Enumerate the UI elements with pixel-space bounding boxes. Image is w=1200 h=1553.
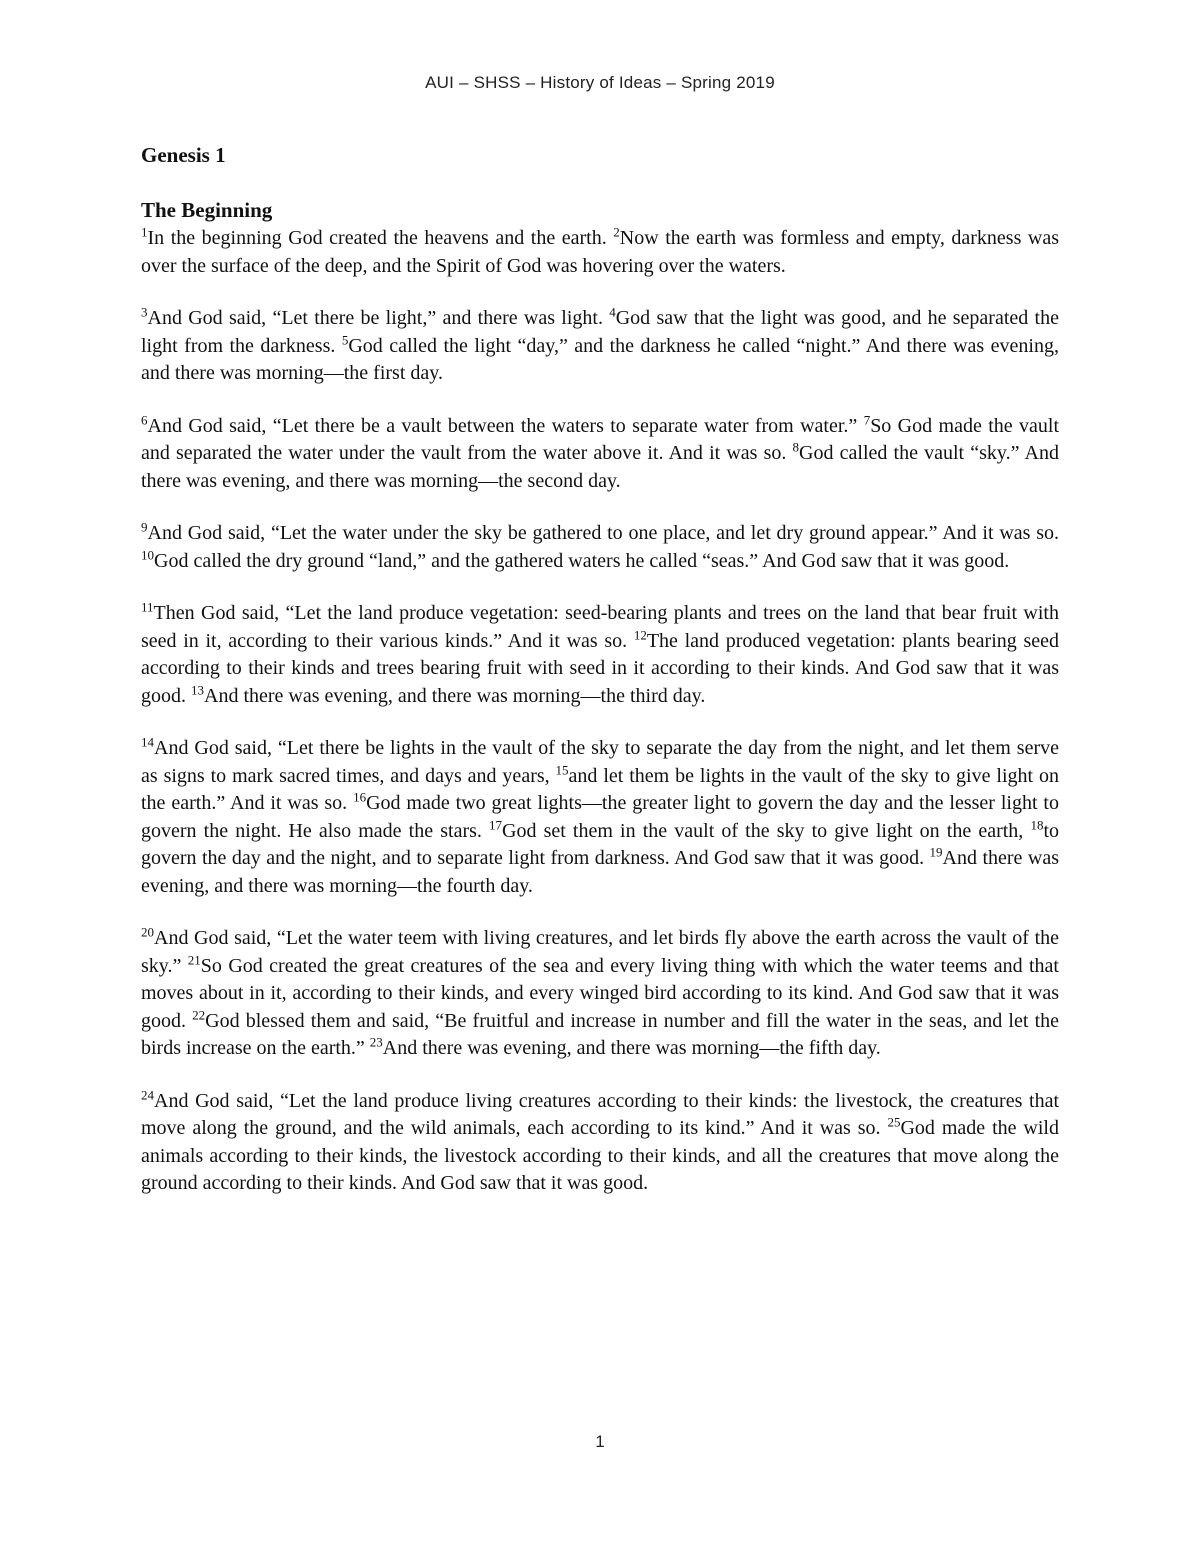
verse-number: 6 xyxy=(141,411,148,427)
verse-text: And God said, “Let there be light,” and there was light. xyxy=(147,307,610,329)
verse-paragraph xyxy=(141,413,1059,496)
verse-text: And there was evening, and there was morning—the third day. xyxy=(204,684,706,707)
verse-text: God called the dry ground “land,” and the gathered waters he called “seas.” And God saw that it was good. xyxy=(154,549,1010,572)
verse-number: 24 xyxy=(141,1086,154,1102)
verse-number: 3 xyxy=(141,304,148,320)
verse-number: 4 xyxy=(609,304,616,320)
verse-number: 19 xyxy=(929,844,943,860)
verse-paragraph xyxy=(141,520,1059,575)
verse-number: 15 xyxy=(555,761,569,777)
verse-number: 16 xyxy=(353,789,367,805)
verse-text: God called the vault “sky.” And there was evening, and there was morning—the second day. xyxy=(141,442,1059,492)
verse-text: In the beginning God created the heavens and the earth. xyxy=(147,227,614,249)
verse-paragraph xyxy=(141,925,1059,1063)
verse-number: 22 xyxy=(192,1006,206,1022)
verse-text: And there was evening, and there was morning—the fifth day. xyxy=(382,1037,881,1059)
verse-number: 10 xyxy=(141,546,154,562)
verse-text: And God said, “Let there be a vault between the waters to separate water from water.” xyxy=(147,414,864,437)
verse-paragraph xyxy=(141,225,1059,280)
verse-number: 12 xyxy=(633,626,647,642)
verse-number: 11 xyxy=(141,599,154,615)
verse-number: 23 xyxy=(369,1034,383,1050)
verse-text: And God said, “Let there be lights in the vault of the sky to separate the day from the night, and let them serve as signs to mark sacred times, and days and years, xyxy=(141,737,1059,787)
verse-number: 9 xyxy=(141,519,148,535)
page-header: AUI – SHSS – History of Ideas – Spring 2019 xyxy=(425,73,775,92)
verse-text: So God made the vault and separated the water under the vault from the water above it. And it was so. xyxy=(141,414,1059,464)
verse-text: God set them in the vault of the sky to give light on the earth, xyxy=(502,819,1031,842)
verse-number: 20 xyxy=(141,924,154,940)
verse-number: 13 xyxy=(191,681,204,697)
verse-number: 8 xyxy=(792,439,800,455)
document-title: Genesis 1 xyxy=(141,143,226,167)
verse-text: And God said, “Let the water teem with living creatures, and let birds fly above the earth across the vault of the sky.” xyxy=(141,927,1059,977)
verse-text: Then God said, “Let the land produce vegetation: seed-bearing plants and trees on the land that bear fruit with seed in it, according to their various kinds.” And it was so. xyxy=(141,602,1059,652)
verse-text: God made the wild animals according to their kinds, the livestock according to their kinds, and all the creatures that move along the ground according to their kinds. And God saw that it was good. xyxy=(141,1117,1059,1194)
verse-number: 14 xyxy=(141,734,154,750)
verse-number: 5 xyxy=(341,331,349,347)
verse-text: And God said, “Let the land produce living creatures according to their kinds: the livestock, the creatures that move along the ground, and the wild animals, each according to its kind.” And it was so. xyxy=(141,1089,1059,1139)
verse-number: 7 xyxy=(863,411,871,427)
verse-number: 25 xyxy=(887,1114,901,1130)
verse-text: and let them be lights in the vault of the sky to give light on the earth.” And it was so. xyxy=(141,764,1059,814)
verse-text: God called the light “day,” and the darkness he called “night.” And there was evening, and there was morning—the first day. xyxy=(141,334,1059,384)
verse-number: 18 xyxy=(1030,816,1044,832)
verse-text: God saw that the light was good, and he separated the light from the darkness. xyxy=(141,307,1059,357)
verse-text: And God said, “Let the water under the sky be gathered to one place, and let dry ground appear.” And it was so. xyxy=(147,522,1059,544)
verse-number: 1 xyxy=(141,224,148,240)
verse-number: 2 xyxy=(613,224,620,240)
verse-paragraph xyxy=(141,305,1059,388)
verse-paragraph xyxy=(141,735,1059,900)
verse-text: So God created the great creatures of the sea and every living thing with which the water teems and that moves about in it, according to their kinds, and every winged bird according to its kind. And God saw that it was good. xyxy=(141,954,1059,1032)
verse-paragraph xyxy=(141,1088,1059,1198)
verse-paragraph xyxy=(141,600,1059,710)
page-number: 1 xyxy=(595,1432,605,1451)
paragraph-list xyxy=(141,225,1059,1198)
verse-text: And there was evening, and there was morning—the fourth day. xyxy=(141,847,1059,897)
verse-text: God blessed them and said, “Be fruitful and increase in number and fill the water in the seas, and let the birds increase on the earth.” xyxy=(141,1009,1059,1059)
verse-text: to govern the day and the night, and to separate light from darkness. And God saw that it was good. xyxy=(141,819,1059,869)
verse-number: 17 xyxy=(489,816,503,832)
section-title: The Beginning xyxy=(141,198,273,222)
document-body xyxy=(141,140,1059,1198)
verse-number: 21 xyxy=(187,951,201,967)
verse-text: The land produced vegetation: plants bearing seed according to their kinds and trees bearing fruit with seed in it according to their kinds. And God saw that it was good. xyxy=(141,629,1059,707)
verse-text: God made two great lights—the greater light to govern the day and the lesser light to govern the night. He also made the stars. xyxy=(141,792,1059,842)
verse-text: Now the earth was formless and empty, darkness was over the surface of the deep, and the Spirit of God was hovering over the waters. xyxy=(141,227,1059,277)
